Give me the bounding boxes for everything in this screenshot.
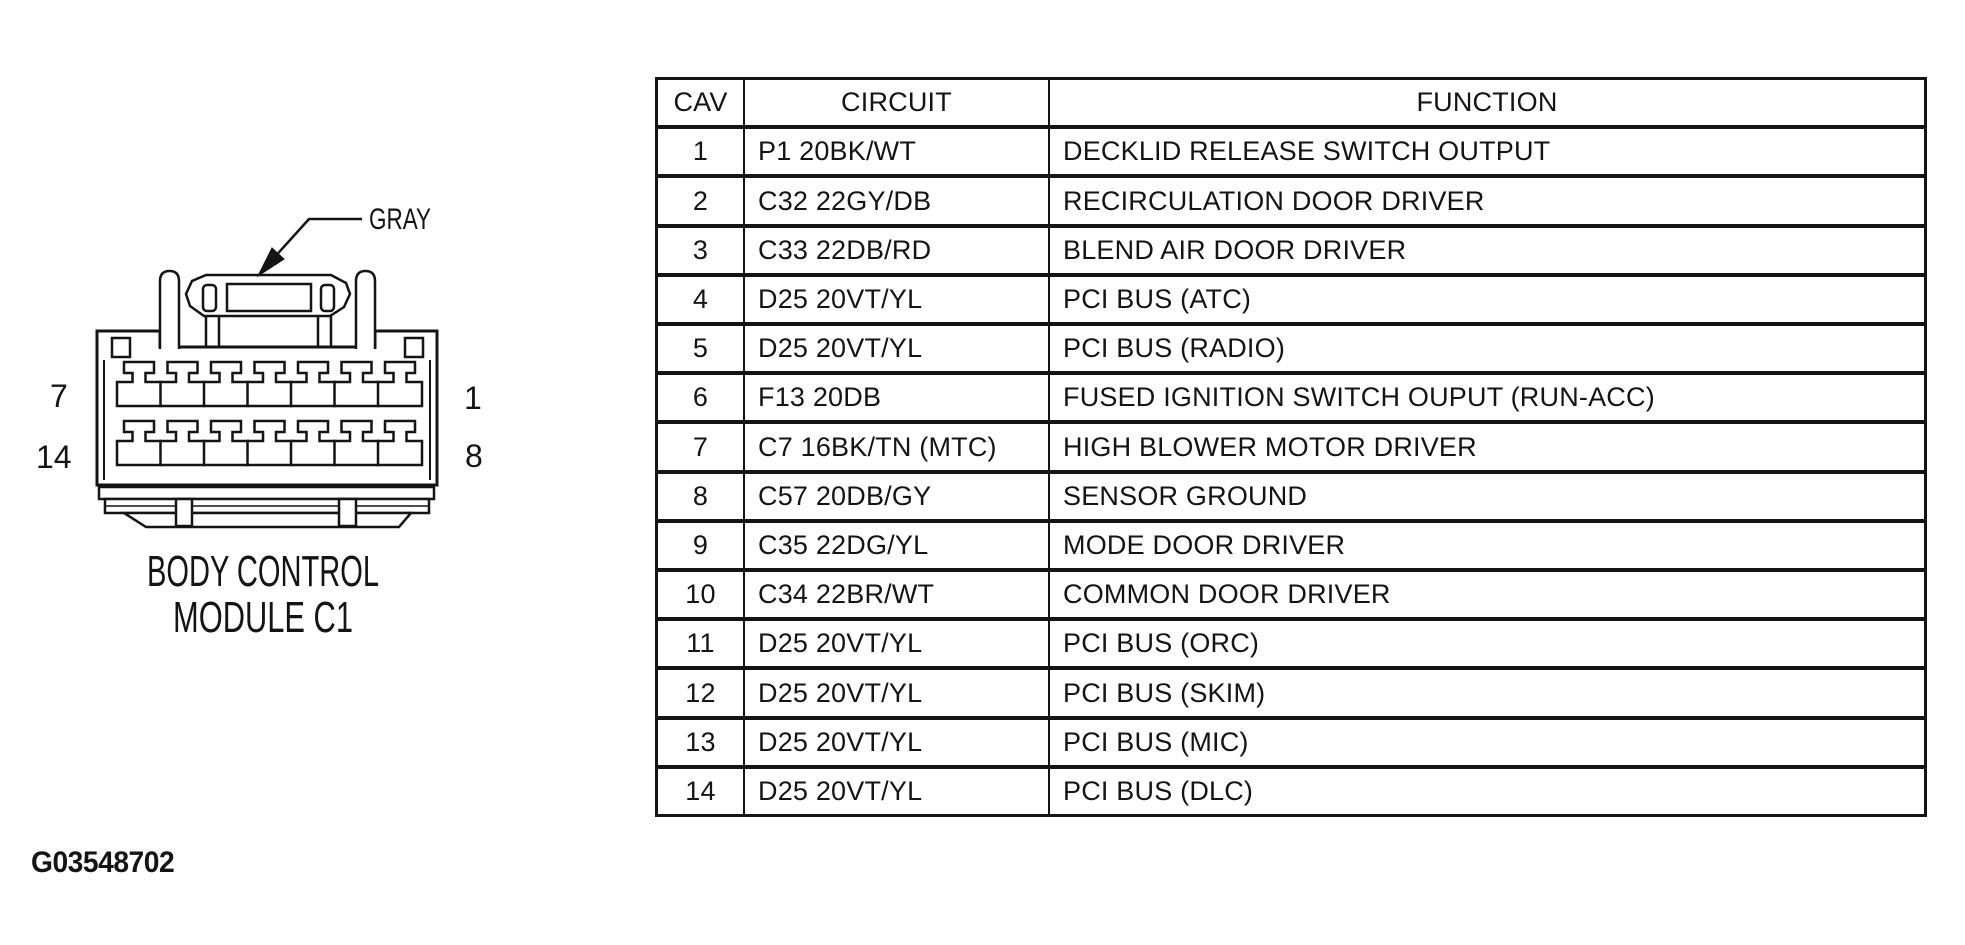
table-header-row [658, 80, 1924, 125]
terminal-slot [117, 421, 161, 465]
figure-id-label: G03548702 [31, 846, 175, 879]
cell-circuit: D25 20VT/YL [745, 277, 1050, 322]
terminal-slot [378, 421, 422, 465]
terminal-slot [248, 362, 292, 406]
header-function: FUNCTION [1416, 87, 1558, 118]
cell-circuit: C32 22GY/DB [745, 178, 1050, 223]
cell-cav: 1 [658, 129, 745, 174]
terminal-slot [378, 362, 422, 406]
cell-cav: 8 [658, 474, 745, 519]
connector-diagram [0, 0, 520, 945]
cell-cav: 7 [658, 424, 745, 469]
table-row [658, 519, 1924, 568]
table-row [658, 273, 1924, 322]
cell-function: BLEND AIR DOOR DRIVER [1063, 234, 1407, 265]
latch-window [227, 284, 311, 311]
seal-tab-right [339, 499, 356, 526]
table-row [658, 224, 1924, 273]
cell-function: FUSED IGNITION SWITCH OUPUT (RUN-ACC) [1063, 382, 1655, 413]
cell-function: SENSOR GROUND [1063, 480, 1308, 511]
seal-wedge [124, 513, 411, 527]
cell-cav: 11 [658, 621, 745, 666]
terminal-slot [248, 421, 292, 465]
cell-function: PCI BUS (SKIM) [1063, 677, 1266, 708]
pin-label-row2-right: 8 [465, 438, 483, 474]
cell-function: HIGH BLOWER MOTOR DRIVER [1063, 431, 1477, 462]
table-row [658, 420, 1924, 469]
cell-cav: 10 [658, 572, 745, 617]
pin-label-row2-left: 14 [36, 439, 72, 475]
cell-circuit: C7 16BK/TN (MTC) [745, 424, 1050, 469]
cell-function: PCI BUS (MIC) [1063, 726, 1249, 757]
pinout-table [655, 77, 1927, 817]
table-row [658, 371, 1924, 420]
table-row [658, 617, 1924, 666]
cell-cav: 3 [658, 228, 745, 273]
cell-cav: 6 [658, 375, 745, 420]
table-row [658, 568, 1924, 617]
cell-circuit: D25 20VT/YL [745, 326, 1050, 371]
cell-cav: 13 [658, 720, 745, 765]
terminal-slot [291, 421, 335, 465]
connector-caption-line2: MODULE C1 [173, 593, 353, 642]
terminal-slot [204, 421, 248, 465]
cell-circuit: D25 20VT/YL [745, 670, 1050, 715]
connector-color-label: GRAY [369, 203, 431, 236]
cell-circuit: C33 22DB/RD [745, 228, 1050, 273]
cell-function: PCI BUS (DLC) [1063, 775, 1254, 806]
cell-circuit: C35 22DG/YL [745, 523, 1050, 568]
terminal-slot [335, 362, 379, 406]
cell-function: DECKLID RELEASE SWITCH OUTPUT [1063, 136, 1551, 167]
cell-circuit: C34 22BR/WT [745, 572, 1050, 617]
cell-cav: 9 [658, 523, 745, 568]
cell-circuit: D25 20VT/YL [745, 621, 1050, 666]
cell-function: PCI BUS (RADIO) [1063, 333, 1286, 364]
table-row [658, 125, 1924, 174]
seal-strip-upper [99, 487, 434, 499]
terminal-slot [161, 421, 205, 465]
cell-cav: 4 [658, 277, 745, 322]
header-circuit: CIRCUIT [745, 80, 1050, 125]
pin-label-row1-right: 1 [464, 380, 482, 416]
latch-post-left [160, 271, 179, 349]
cell-function: MODE DOOR DRIVER [1063, 529, 1346, 560]
cell-function: PCI BUS (ATC) [1063, 283, 1252, 314]
pin-label-row1-left: 7 [50, 378, 68, 414]
connector-caption-line1: BODY CONTROL [147, 547, 379, 596]
cell-cav: 14 [658, 769, 745, 814]
cell-circuit: D25 20VT/YL [745, 720, 1050, 765]
cell-function: RECIRCULATION DOOR DRIVER [1063, 185, 1485, 216]
latch-post-right [356, 271, 375, 349]
terminal-slot [117, 362, 161, 406]
terminal-slot [161, 362, 205, 406]
cell-function: COMMON DOOR DRIVER [1063, 579, 1391, 610]
table-row [658, 470, 1924, 519]
latch-slot-left [203, 285, 216, 311]
table-row [658, 322, 1924, 371]
terminal-slot [204, 362, 248, 406]
header-cav: CAV [658, 80, 745, 125]
cell-function: PCI BUS (ORC) [1063, 628, 1260, 659]
seal-tab-left [176, 499, 192, 526]
table-row [658, 716, 1924, 765]
cell-cav: 2 [658, 178, 745, 223]
cell-circuit: D25 20VT/YL [745, 769, 1050, 814]
callout-leader-line [272, 219, 362, 260]
terminal-slot [335, 421, 379, 465]
cell-cav: 12 [658, 670, 745, 715]
latch-slot-right [321, 285, 334, 311]
terminal-slot [291, 362, 335, 406]
cell-cav: 5 [658, 326, 745, 371]
cell-circuit: F13 20DB [745, 375, 1050, 420]
cell-circuit: C57 20DB/GY [745, 474, 1050, 519]
table-row [658, 666, 1924, 715]
cell-circuit: P1 20BK/WT [745, 129, 1050, 174]
table-row [658, 174, 1924, 223]
table-row [658, 765, 1924, 814]
